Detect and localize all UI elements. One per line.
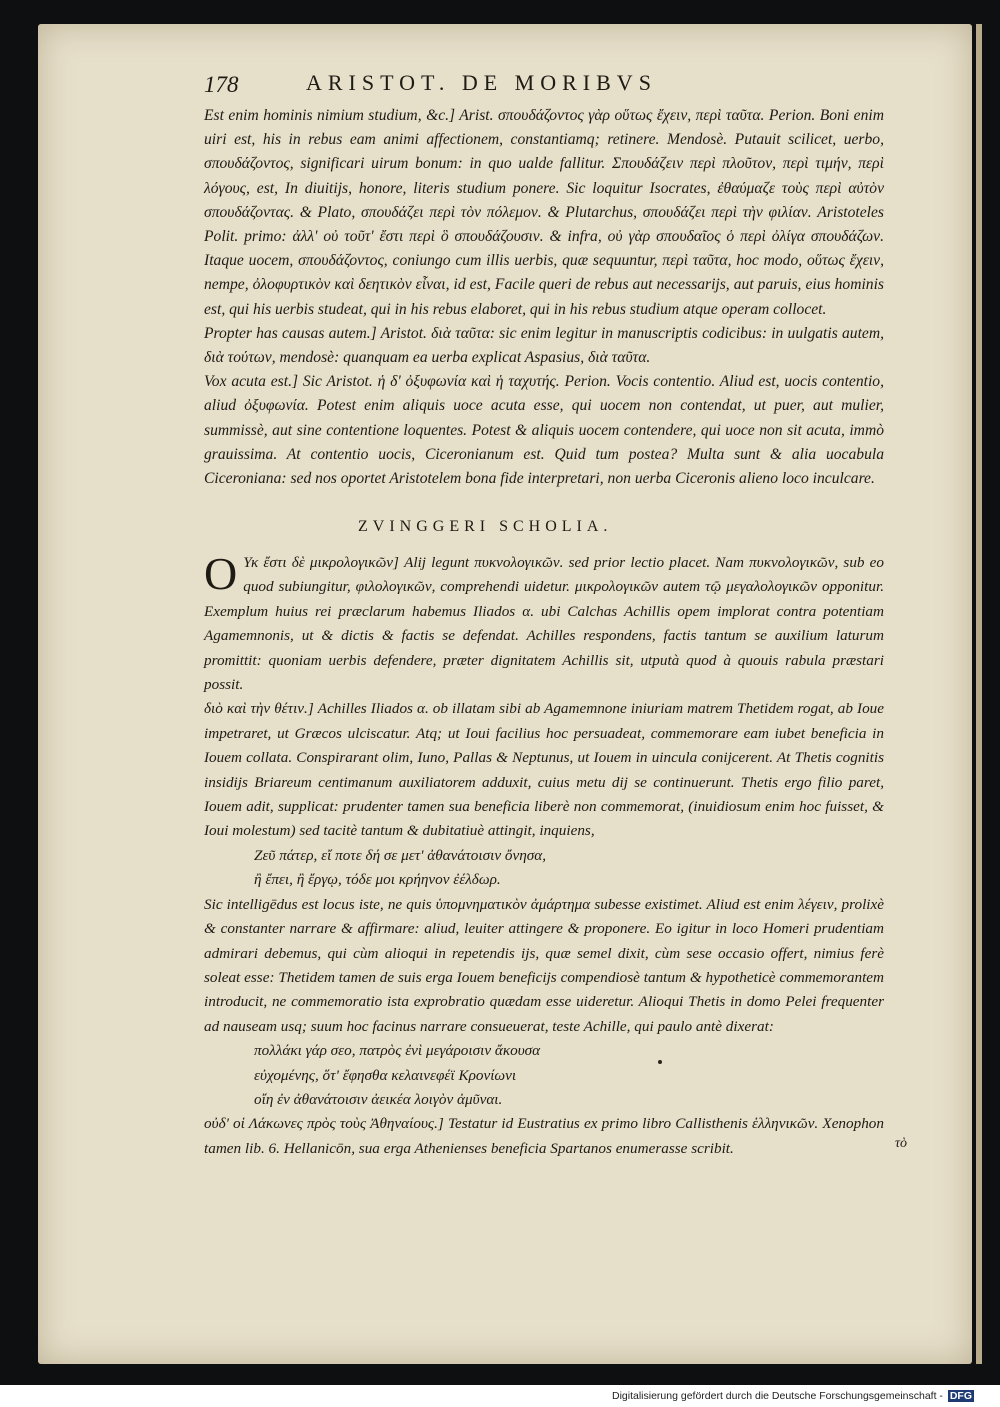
- greek-verse-line: εὐχομένης, ὅτ' ἔφησθα κελαινεφέϊ Κρονίωνι: [254, 1066, 517, 1084]
- funding-footer: [612, 1390, 974, 1402]
- paragraph-causas: Propter has causas autem.] Aristot. διὰ ταῦτα: sic enim legitur in manuscriptis codicibus: in uulgatis autem, διὰ τούτων, mendosè: quanquam ea uerba explicat Aspasius, διὰ ταῦτα.: [204, 324, 884, 367]
- greek-verse-line: οἴη ἐν ἀθανάτοισιν ἀεικέα λοιγὸν ἀμῦναι.: [254, 1090, 503, 1108]
- scholia-paragraph-1: O Υκ ἔστι δὲ μικρολογικῶν] Alij legunt πυκνολογικῶν. sed prior lectio placet. Nam πυκνολογικῶν, sub eo quod subiungitur, φιλολογικῶν, comprehendi uidetur. μικρολογικῶν autem τῷ μεγαλολογικῶν opponitur. Exemplum huius rei præclarum habemus Iliados α. ubi Calchas Achillis opem implorat contra potentiam Agamemnonis, ut & dictis & factis se defendat. Achilles respondens, factis tantum se auxilium laturum promittit: quoniam uerbis defendere, præter dignitatem Achillis sit, utputà quod à quouis rabula præstari possit.: [204, 548, 884, 694]
- page-number: 178: [204, 72, 239, 97]
- scholia-paragraph-2: διὸ καὶ τὴν θέτιν.] Achilles Iliados α. ob illatam sibi ab Agamemnone iniuriam matrem Thetidem rogat, ab Ioue impetraret, ut Græcos ulciscatur. Atq; ut Ioui facilius hoc persuadeat, commemorare eam iubet beneficia in Iouem collata. Conspirarant olim, Iuno, Pallas & Neptunus, ut Iouem in uincula conijcerent. At Thetis cognitis insidijs Briareum centimanum auxiliatorem adduxit, cuius metu dij se continuerunt. Thetis ergo filio paret, Iouem adit, supplicat: prudenter tamen sua beneficia liberè non commemorat, (inuidiosum enim hoc fuisset, & Ioui molestum) sed tacitè tantum & dubitatiuè attingit, inquiens,: [204, 700, 884, 840]
- scholia-text: [204, 548, 884, 1161]
- scholia-paragraph-3: Sic intelligēdus est locus iste, ne quis ὑπομνηματικὸν ἀμάρτημα subesse existimet. Aliud est enim λέγειν, prolixè & constanter narrare & affirmare: aliud, leuiter attingere & proponere. Eo igitur in loco Homeri prudentiam admirari debemus, qui cùm alioqui in repetendis ijs, quæ semel dixit, cùm sese occasio offert, nimius ferè soleat esse: Thetidem tamen de suis erga Iouem beneficijs compendiosè tantum & hypotheticè commemorantem introducit, ne commemoratio ista exprobratio quædam esse uideretur. Alioqui Thetis in domo Pelei frequenter ad nauseam usq; suum hoc facinus narrare consueuerat, teste Achille, qui paulo antè dixerat:: [204, 895, 884, 1035]
- book-page: [38, 24, 972, 1364]
- paragraph-studium: Est enim hominis nimium studium, &c.] Arist. σπουδάζοντος γὰρ οὕτως ἔχειν, περὶ ταῦτα. Perion. Boni enim uiri est, his in rebus eam animi affectionem, constantiamq; retinere. Mendosè. Putauit scilicet, uerbo, σπουδάζοντος, significari uirum bonum: in quo ualde fallitur. Σπουδάζειν περὶ πλοῦτον, περὶ τιμήν, περὶ λόγους, est, In diuitijs, honore, literis studium ponere. Sic loquitur Isocrates, ἐθαύμαζε τοὺς περὶ αὐτὸν σπουδάζοντας. & Plato, σπουδάζει περὶ τὸν πόλεμον. & Plutarchus, σπουδάζει περὶ τὴν φιλίαν. Aristoteles Polit. primo: ἀλλ' οὐ τοῦτ' ἔστι περὶ ὃ σπουδάζουσιν. & infra, οὐ γὰρ σπουδαῖος ὁ περὶ ὀλίγα σπουδάζων. Itaque uocem, σπουδάζοντος, coniungo cum illis uerbis, quæ sequuntur, περὶ ταῦτα, hoc modo, οὕτως ἔχειν, nempe, ὀλοφυρτικὸν καὶ δεητικὸν εἶναι, id est, Facile queri de rebus aut necessarijs, aut paruis, eius hominis est, qui his uerbis studeat, qui in his rebus elaboret, qui in his rebus studium atque operam collocet.: [204, 107, 884, 318]
- dfg-logo: DFG: [949, 1390, 973, 1402]
- greek-verse-line: ἢ ἔπει, ἢ ἔργῳ, τόδε μοι κρήηνον ἐέλδωρ.: [254, 871, 501, 889]
- drop-cap: O: [204, 548, 238, 599]
- footer-text: Digitalisierung gefördert durch die Deutsche Forschungsgemeinschaft -: [612, 1390, 943, 1402]
- commentary-text: [204, 104, 884, 491]
- section-heading: ZVINGGERI SCHOLIA.: [358, 518, 613, 535]
- scholia-paragraph-4: οὐδ' οἱ Λάκωνες πρὸς τοὺς Ἀθηναίους.] Testatur id Eustratius ex primo libro Callisthenis ἑλληνικῶν. Xenophon tamen lib. 6. Hellanicōn, sua erga Athenienses beneficia Spartanos enumerasse scribit.: [204, 1115, 884, 1157]
- running-head: ARISTOT. DE MORIBVS: [306, 70, 657, 95]
- page-edge: [976, 24, 982, 1364]
- catchword: τὸ: [895, 1136, 908, 1151]
- paragraph-vox-acuta: Vox acuta est.] Sic Aristot. ἡ δ' ὀξυφωνία καὶ ἡ ταχυτής. Perion. Vocis contentio. Aliud est, uocis contentio, aliud ὀξυφωνία. Potest enim aliquis uoce acuta esse, qui uocem non contendat, ut puer, aut mulier, summissè, aut sine contentione loquentes. Potest & aliquis uocem contendere, qui uoce non sit acuta, immò grauissima. At contentio uocis, Ciceronianum est. Quid tum postea? Multa sunt & alia uocabula Ciceroniana: sed nos oportet Aristotelem bona fide interpretari, non uerba Ciceronis alieno loco inculcare.: [204, 373, 884, 488]
- greek-verse-line: πολλάκι γάρ σεο, πατρὸς ἐνὶ μεγάροισιν ἄκουσα: [254, 1042, 541, 1060]
- ink-spot: [658, 1060, 662, 1064]
- greek-verse-line: Ζεῦ πάτερ, εἴ ποτε δή σε μετ' ἀθανάτοισιν ὄνησα,: [254, 846, 546, 864]
